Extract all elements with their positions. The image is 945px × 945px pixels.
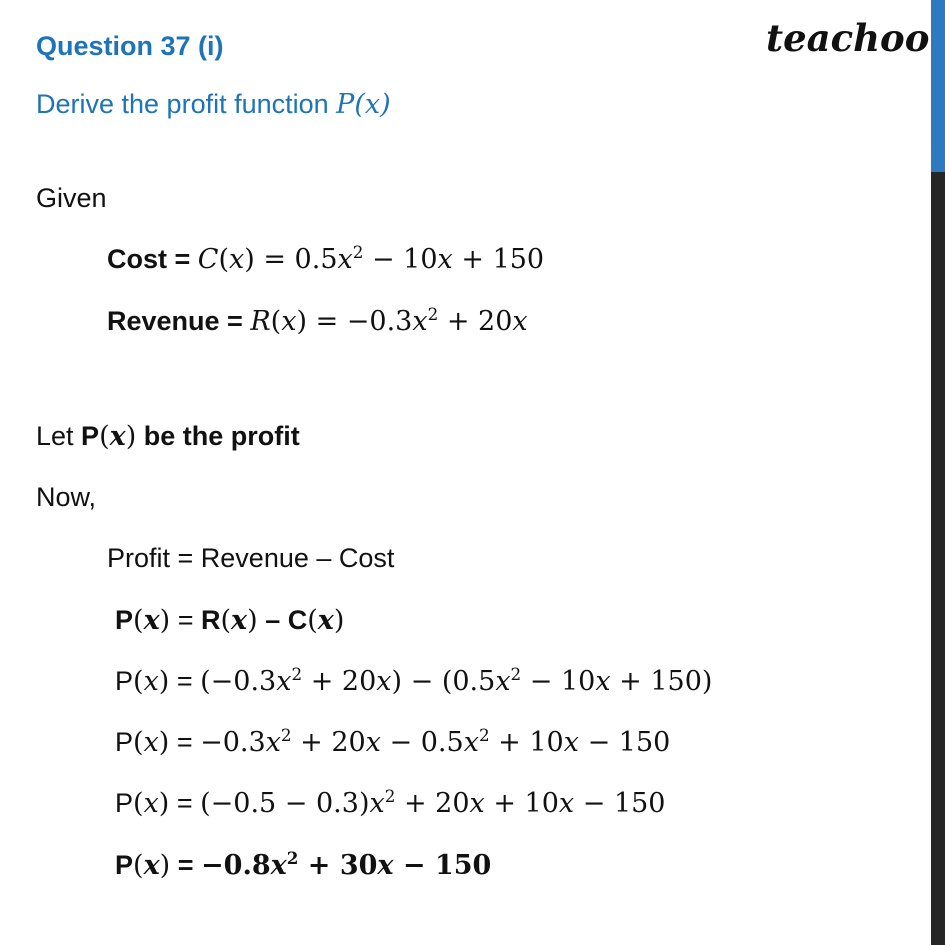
given-heading: Given [36,183,107,213]
side-accent-bar [931,0,945,172]
subtitle-math: P(x) [336,89,391,120]
revenue-expression: $R(x) = -0.3x^2 + 20x$ [250,303,528,337]
revenue-line [107,304,528,339]
cost-expression: $C(x) = 0.5x^2 - 10x + 150$ [197,241,545,275]
final-answer: $P(x) = -0.8x^2 + 30x - 150$ [115,847,492,881]
step-profit-formula: P(x) = R(x) – C(x) [115,605,345,636]
revenue-label: Revenue = [107,306,251,336]
profit-definition: Profit = Revenue – Cost [107,543,395,573]
subtitle-text: Derive the profit function [36,89,337,119]
question-subtitle [36,87,391,122]
step-substitute: $P(x) = (-0.3x^2 + 20x) - (0.5x^2 - 10x + 150)$ [115,663,713,697]
step-expand: $P(x) = -0.3x^2 + 20x - 0.5x^2 + 10x - 150$ [115,724,671,758]
question-title: Question 37 (i) [36,31,224,61]
teachoo-logo: teachoo [766,16,930,60]
cost-label: Cost = [107,244,198,274]
let-profit-line: Let P(x) be the profit [36,421,300,452]
step-group: $P(x) = (-0.5 - 0.3)x^2 + 20x + 10x - 150$ [115,785,666,819]
now-line: Now, [36,482,97,512]
cost-line [107,242,544,277]
